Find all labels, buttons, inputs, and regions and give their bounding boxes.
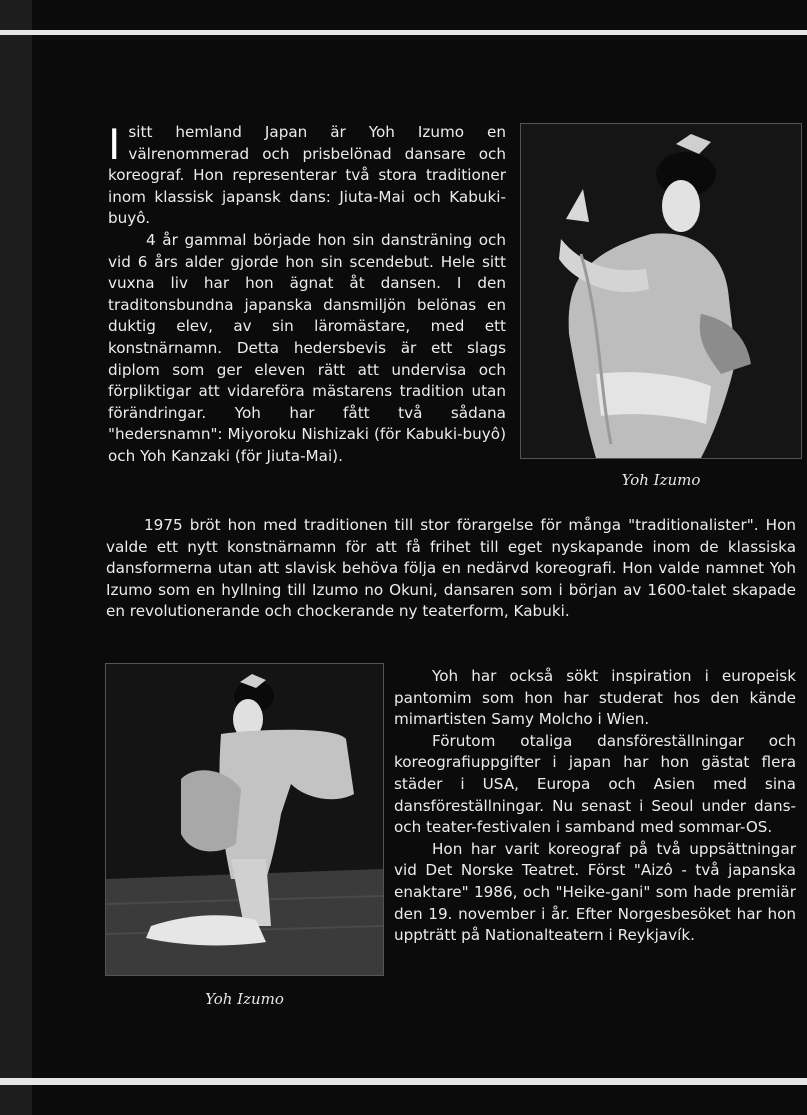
paragraph-4: Yoh har också sökt inspiration i europeisk pantomim som hon har studerat hos den kände mimartisten Samy Molcho i Wien. [394,667,796,729]
photo-1-caption: Yoh Izumo [621,471,701,489]
paragraph-3: 1975 bröt hon med traditionen till stor förargelse för många "traditionalister". Hon valde ett nytt konstnärnamn för att få frihet till eget nyskapande inom de klassiska dansformerna utan att slavisk behöva följa en nedärvd koreografi. Hon valde namnet Yoh Izumo som en hyllning till Izumo no Okuni, dansaren som i början av 1600-talet skapade en revolutionerande och chockerande ny teaterform, Kabuki. [106,516,796,621]
photo-dancer-sleeves [105,663,384,976]
photo-dancer-fan [520,123,802,459]
bottom-rule [0,1078,807,1085]
intro-text [108,122,506,468]
paragraph-5: Förutom otaliga dansföreställningar och koreografiuppgifter i japan har hon gästat flera städer i USA, Europa och Asien med sina dansföreställningar. Nu senast i Seoul under dans- och teater-festivalen i samband med sommar-OS. [394,731,796,837]
lower-right-text [394,666,796,947]
page-binding-edge [0,0,32,1115]
top-rule [0,30,807,35]
photo-2-caption: Yoh Izumo [205,990,284,1008]
paragraph-6: Hon har varit koreograf på två uppsättningar vid Det Norske Teatret. Först "Aizô - två japanska enaktare" 1986, och "Heike-gani" som hade premiär den 19. november i år. Efter Norgesbesöket har hon uppträtt på Nationalteatern i Reykjavík. [394,839,796,945]
full-width-text [106,515,796,623]
paragraph-1 [108,122,506,230]
drop-cap: I [108,120,121,169]
paragraph-1-text: sitt hemland Japan är Yoh Izumo en välrenommerad och prisbelönad dansare och koreograf. Hon representerar två stora traditioner inom klassisk japansk dans: Jiuta-Mai och Kabuki-buyô. [108,123,506,228]
paragraph-2: 4 år gammal började hon sin dansträning och vid 6 års alder gjorde hon sin scendebut. Hele sitt vuxna liv har hon ägnat åt dansen. I den traditonsbundna japanska dansmiljön belönas en duktig elev, av sin läromästare, med ett konstnärnamn. Detta hedersbevis är ett slags diplom som ger eleven rätt att undervisa och förpliktigar att vidareföra mästarens tradition utan förändringar. Yoh har fått två sådana "hedersnamn": Miyoroku Nishizaki (för Kabuki-buyô) och Yoh Kanzaki (för Jiuta-Mai). [108,230,506,465]
